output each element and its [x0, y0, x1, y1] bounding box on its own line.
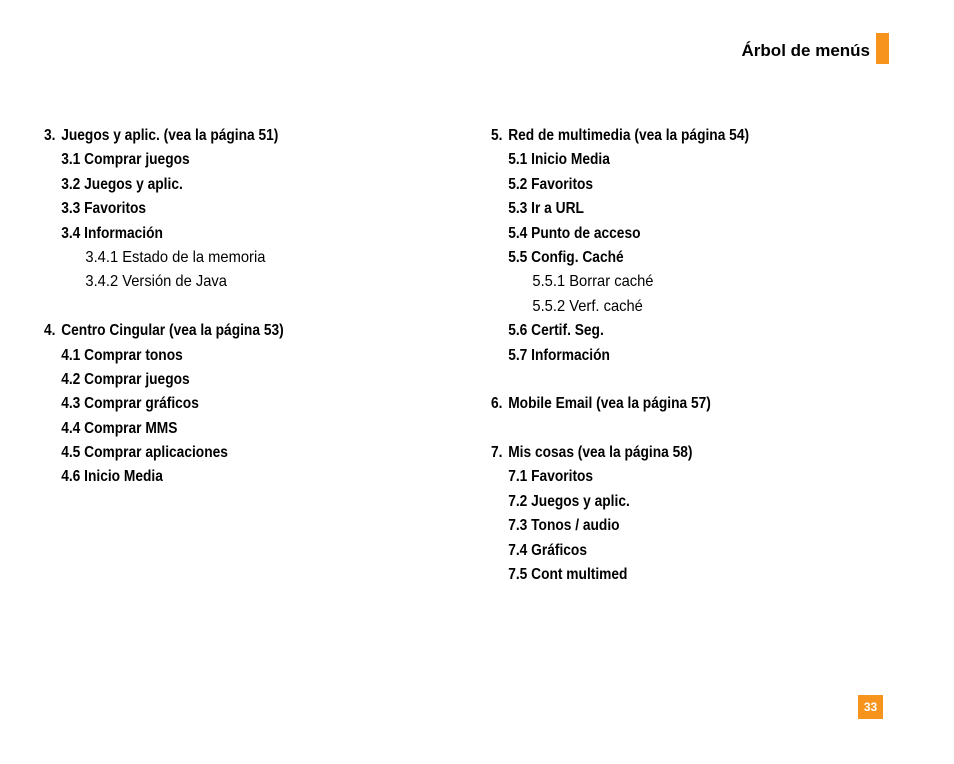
page-section-title: Árbol de menús	[741, 41, 870, 60]
menu-item: 4.1 Comprar tonos	[61, 346, 183, 364]
menu-section-label: Red de multimedia (vea la página 54)	[508, 127, 750, 144]
menu-item: 3.3 Favoritos	[61, 200, 147, 218]
menu-section-heading	[44, 124, 284, 148]
menu-tree-right-column	[491, 124, 791, 587]
menu-section-label: Mobile Email (vea la página 57)	[508, 395, 711, 413]
menu-item: 4.4 Comprar MMS	[61, 419, 178, 437]
menu-tree-left-column	[44, 124, 323, 490]
menu-item: 3.1 Comprar juegos	[61, 151, 190, 169]
menu-item: 5.5 Config. Caché	[508, 248, 624, 266]
menu-section-heading	[491, 124, 749, 148]
menu-section-label: Centro Cingular (vea la página 53)	[61, 322, 284, 340]
menu-item: 5.4 Punto de acceso	[508, 224, 641, 242]
menu-item: 5.1 Inicio Media	[508, 151, 610, 169]
menu-section-heading	[44, 319, 284, 343]
page-number-badge: 33	[858, 695, 883, 719]
menu-item: 4.3 Comprar gráficos	[61, 395, 199, 413]
menu-section-heading	[491, 441, 749, 465]
menu-item: 4.6 Inicio Media	[61, 468, 163, 486]
menu-section-number: 6.	[491, 395, 503, 413]
menu-subitem: 3.4.1 Estado de la memoria	[85, 248, 266, 266]
menu-item: 7.2 Juegos y aplic.	[508, 492, 630, 510]
menu-subitem: 5.5.2 Verf. caché	[532, 297, 643, 315]
menu-item: 5.6 Certif. Seg.	[508, 322, 604, 340]
menu-item: 5.2 Favoritos	[508, 175, 594, 193]
section-spacer	[44, 295, 323, 319]
menu-item: 3.2 Juegos y aplic.	[61, 175, 183, 193]
menu-item: 7.3 Tonos / audio	[508, 517, 620, 535]
menu-section-label: Juegos y aplic. (vea la página 51)	[61, 127, 279, 144]
menu-item: 7.5 Cont multimed	[508, 566, 628, 584]
menu-item: 3.4 Información	[61, 224, 163, 242]
menu-item: 5.7 Información	[508, 346, 610, 364]
section-spacer	[491, 417, 791, 441]
menu-item: 4.2 Comprar juegos	[61, 370, 190, 388]
section-spacer	[491, 368, 791, 392]
menu-item: 4.5 Comprar aplicaciones	[61, 444, 228, 462]
menu-section-number: 4.	[44, 322, 56, 340]
section-accent-tab	[876, 33, 889, 64]
menu-section-number: 3.	[44, 127, 56, 144]
menu-item: 7.1 Favoritos	[508, 468, 594, 486]
menu-section-number: 5.	[491, 127, 503, 144]
menu-section-number: 7.	[491, 444, 503, 462]
menu-item: 5.3 Ir a URL	[508, 200, 584, 218]
menu-section-label: Mis cosas (vea la página 58)	[508, 444, 693, 462]
menu-item: 7.4 Gráficos	[508, 541, 587, 559]
menu-subitem: 3.4.2 Versión de Java	[85, 273, 227, 291]
menu-section-heading	[491, 392, 749, 416]
menu-subitem: 5.5.1 Borrar caché	[532, 273, 654, 291]
